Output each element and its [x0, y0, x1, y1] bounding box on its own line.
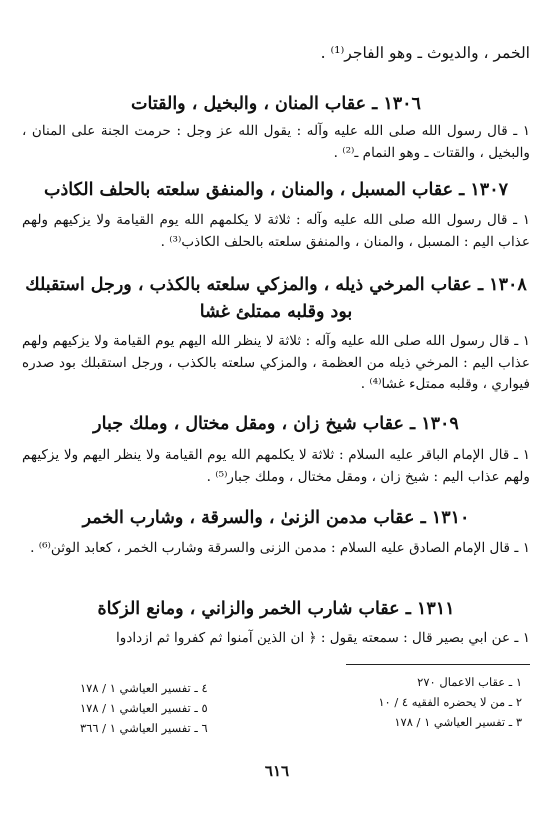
footnote-5: ٥ ـ تفسير العياشي ١ / ١٧٨	[80, 701, 208, 715]
section-text-1311: ١ ـ عن ابي بصير قال : سمعته يقول : ﴿ ان الذين آمنوا ثم كفروا ثم ازدادوا	[116, 630, 530, 646]
section-text-1310: ١ ـ قال الإمام الصادق عليه السلام : مدمن الزنى والسرقة وشارب الخمر ، كعابد الوثن⁽⁶⁾ .	[30, 540, 530, 556]
footnote-3: ٣ ـ تفسير العياشي ١ / ١٧٨	[394, 715, 522, 729]
section-text-1307: ١ ـ قال رسول الله صلى الله عليه وآله : ثلاثة لا يكلمهم الله يوم القيامة ولا يزكيهم ولهم عذاب اليم : المسبل ، والمنان ، والمنفق سلعته بالحلف الكاذب⁽³⁾ .	[22, 212, 530, 250]
section-text-1306: ١ ـ قال رسول الله صلى الله عليه وآله : يقول الله عز وجل : حرمت الجنة على المنان ، والبخيل ، والقتات ـ وهو النمام ـ⁽²⁾ .	[22, 123, 530, 161]
footnote-2: ٢ ـ من لا يحضره الفقيه ٤ / ١٠	[378, 695, 522, 709]
section-heading-1307: ١٣٠٧ ـ عقاب المسبل ، والمنان ، والمنفق سلعته بالحلف الكاذب	[44, 180, 508, 200]
footnote-6: ٦ ـ تفسير العياشي ١ / ٣٦٦	[80, 721, 208, 735]
page-number: ٦١٦	[264, 762, 290, 780]
section-heading-1310: ١٣١٠ ـ عقاب مدمن الزنىٰ ، والسرقة ، وشارب الخمر	[82, 508, 470, 528]
footnote-rule	[346, 664, 530, 665]
section-text-1309: ١ ـ قال الإمام الباقر عليه السلام : ثلاثة لا يكلمهم الله يوم القيامة ولا ينظر اليهم ولا يزكيهم ولهم عذاب اليم : شيخ زان ، ومقل مختال ، وملك جبار⁽⁵⁾ .	[22, 447, 530, 485]
section-heading-1311: ١٣١١ ـ عقاب شارب الخمر والزاني ، ومانع الزكاة	[97, 599, 455, 619]
footnote-4: ٤ ـ تفسير العياشي ١ / ١٧٨	[80, 681, 208, 695]
footnote-1: ١ ـ عقاب الاعمال ٢٧٠	[417, 675, 522, 689]
section-text-1308: ١ ـ قال رسول الله صلى الله عليه وآله : ثلاثة لا ينظر الله اليهم يوم القيامة ولا يزكيهم ولهم عذاب اليم : المرخي ذيله من العظمة ، والمزكي سلعته بالكذب ، ورجل استقبلك بود صدره فيواري ، وقلبه ممتلء غشا⁽⁴⁾ .	[22, 333, 530, 392]
section-heading-1308: ١٣٠٨ ـ عقاب المرخي ذيله ، والمزكي سلعته بالكذب ، ورجل استقبلك بود وقلبه ممتلئ غشا	[25, 275, 527, 322]
section-heading-1309: ١٣٠٩ ـ عقاب شيخ زان ، ومقل مختال ، وملك جبار	[93, 414, 459, 434]
footnotes-left	[80, 678, 208, 738]
carryover-line: الخمر ، والديوث ـ وهو الفاجر⁽¹⁾ .	[320, 44, 530, 62]
section-heading-1306: ١٣٠٦ ـ عقاب المنان ، والبخيل ، والقتات	[131, 94, 421, 114]
footnotes-right	[378, 672, 522, 732]
